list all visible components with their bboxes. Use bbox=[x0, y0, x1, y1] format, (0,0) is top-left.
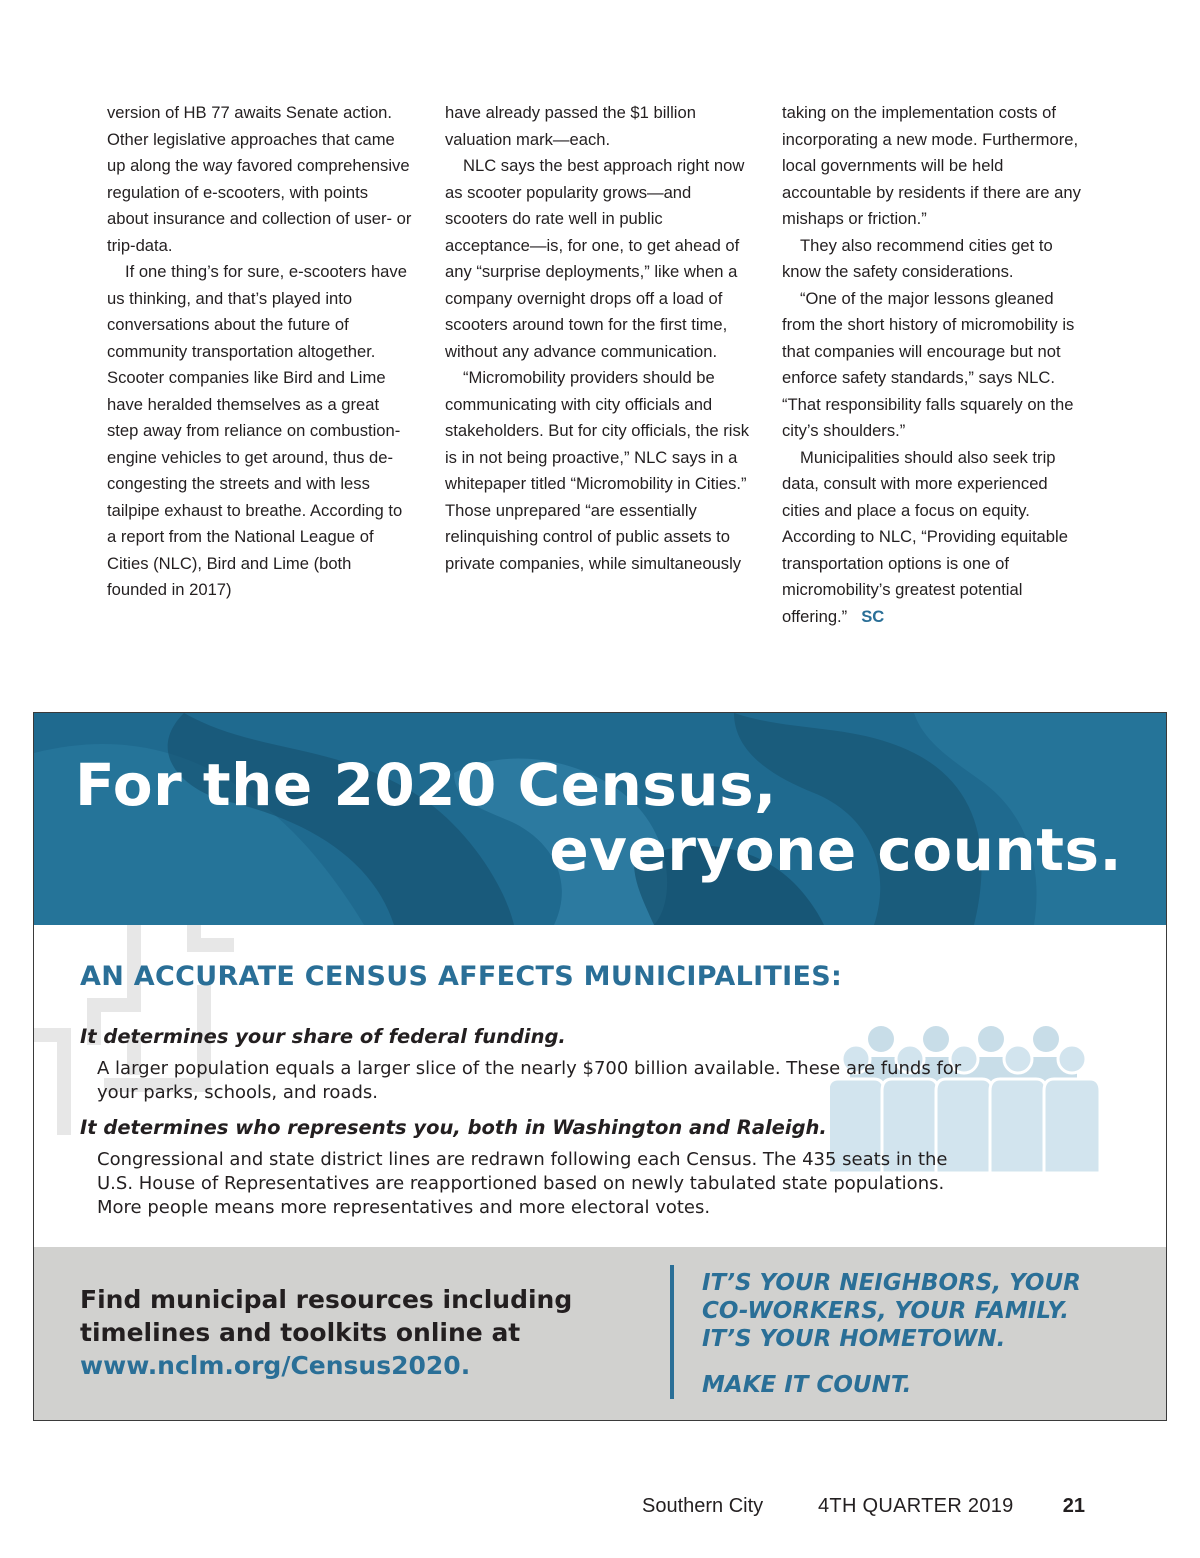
slogan-line: IT’S YOUR HOMETOWN. bbox=[702, 1326, 1006, 1352]
point-title-representation: It determines who represents you, both in Washington and Raleigh. bbox=[80, 1116, 827, 1139]
census-advertisement bbox=[33, 712, 1167, 1421]
article-paragraph-text: Municipalities should also seek trip data, consult with more experienced cities and place a focus on equity. According to NLC, “Providing equitable transportation options is one of micromobility’s greatest potential offering.” bbox=[782, 447, 1068, 626]
author-signature: SC bbox=[861, 606, 885, 626]
page-footer bbox=[640, 1495, 1085, 1525]
article-paragraph: “One of the major lessons gleaned from the short history of micromobility is that companies will encourage but not enforce safety standards,” says NLC. “That responsibility falls squarely on the city’s shoulders.” bbox=[782, 288, 1075, 440]
slogan-line: CO-WORKERS, YOUR FAMILY. bbox=[702, 1298, 1069, 1324]
ad-body bbox=[34, 925, 1166, 1247]
slogan-line: IT’S YOUR NEIGHBORS, YOUR bbox=[702, 1270, 1081, 1296]
article-paragraph: version of HB 77 awaits Senate action. Other legislative approaches that came up along the way favored comprehensive regulation of e-scooters, with points about insurance and collection of user- or trip-data. bbox=[107, 103, 412, 255]
ad-banner bbox=[34, 713, 1166, 925]
ad-headline-line2: everyone counts. bbox=[549, 816, 1122, 884]
ad-headline-line1: For the 2020 Census, bbox=[75, 751, 777, 819]
publication-name: Southern City bbox=[642, 1495, 764, 1517]
article-paragraph-last bbox=[782, 445, 1087, 631]
article-paragraph: have already passed the $1 billion valuation mark—each. bbox=[445, 103, 696, 149]
resources-text: Find municipal resources including timelines and toolkits online at bbox=[80, 1285, 573, 1347]
article-paragraph: If one thing’s for sure, e-scooters have us thinking, and that’s played into conversations about the future of community transportation altogether. Scooter companies like Bird and Lime have heralded themselves as a great step away from reliance on combustion-engine vehicles to get around, thus de-congesting the streets and with less tailpipe exhaust to breathe. According to a report from the National League of Cities (NLC), Bird and Lime (both founded in 2017) bbox=[107, 262, 407, 599]
page-number: 21 bbox=[1062, 1495, 1085, 1517]
article-column-1 bbox=[107, 100, 412, 604]
ad-footer-band bbox=[34, 1247, 1166, 1420]
point-text-representation: Congressional and state district lines are redrawn following each Census. The 435 seats in the U.S. House of Representatives are reapportioned based on newly tabulated state populations. More people means more representatives and more electoral votes. bbox=[97, 1149, 948, 1218]
issue-label: 4TH QUARTER 2019 bbox=[818, 1495, 1014, 1517]
article-column-3 bbox=[782, 100, 1087, 630]
slogan-cta: MAKE IT COUNT. bbox=[702, 1372, 912, 1398]
ad-subhead: AN ACCURATE CENSUS AFFECTS MUNICIPALITIES: bbox=[80, 961, 843, 992]
point-text-funding: A larger population equals a larger slice of the nearly $700 billion available. These are funds for your parks, schools, and roads. bbox=[97, 1058, 962, 1103]
article-paragraph: “Micromobility providers should be communicating with city officials and stakeholders. But for city officials, the risk is in not being proactive,” NLC says in a whitepaper titled “Micromobility in Cities.” Those unprepared “are essentially relinquishing control of public assets to private companies, while simultaneously bbox=[445, 368, 750, 573]
census-url-link[interactable]: www.nclm.org/Census2020. bbox=[80, 1351, 471, 1380]
article-columns bbox=[107, 100, 1097, 660]
article-paragraph: NLC says the best approach right now as scooter popularity grows—and scooters do rate well in public acceptance—is, for one, to get ahead of any “surprise deployments,” like when a company overnight drops off a load of scooters around town for the first time, without any advance communication. bbox=[445, 156, 745, 361]
point-title-funding: It determines your share of federal funding. bbox=[80, 1025, 566, 1048]
article-column-2 bbox=[445, 100, 750, 577]
ad-slogan bbox=[702, 1269, 1081, 1399]
article-paragraph: taking on the implementation costs of incorporating a new mode. Furthermore, local governments will be held accountable by residents if there are any mishaps or friction.” bbox=[782, 103, 1081, 228]
resources-callout bbox=[80, 1283, 640, 1382]
article-paragraph: They also recommend cities get to know the safety considerations. bbox=[782, 235, 1053, 281]
vertical-divider bbox=[670, 1265, 674, 1399]
